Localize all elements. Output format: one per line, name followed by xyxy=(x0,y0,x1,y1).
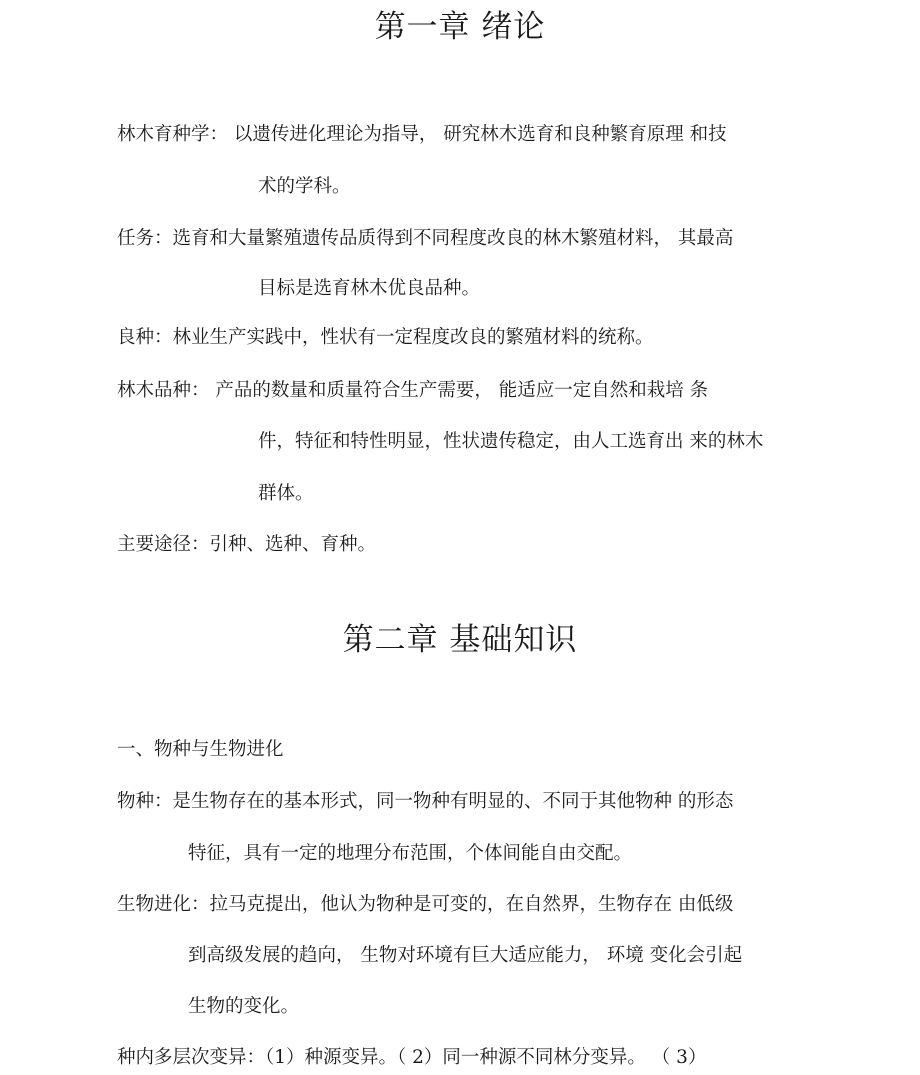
entry-forest-tree-breeding-line-2: 术的学科。 xyxy=(258,176,351,197)
entry-task-line-1: 任务：选育和大量繁殖遗传品质得到不同程度改良的林木繁殖材料， 其最高 xyxy=(117,228,734,249)
entry-task-line-2: 目标是选育林木优良品种。 xyxy=(258,278,481,299)
entry-evolution-line-2: 到高级发展的趋向， 生物对环境有巨大适应能力， 环境 变化会引起 xyxy=(188,945,743,966)
entry-species-line-1: 物种：是生物存在的基本形式，同一物种有明显的、不同于其他物种 的形态 xyxy=(117,791,734,812)
entry-forest-tree-breeding-line-1: 林木育种学： 以遗传进化理论为指导， 研究林木选育和良种繁育原理 和技 xyxy=(117,124,727,145)
entry-evolution-line-3: 生物的变化。 xyxy=(188,996,300,1017)
chapter-1-title: 第一章 绪论 xyxy=(374,9,546,45)
entry-species-line-2: 特征，具有一定的地理分布范围，个体间能自由交配。 xyxy=(188,843,633,864)
entry-tree-cultivar-line-2: 件，特征和特性明显，性状遗传稳定，由人工选育出 来的林木 xyxy=(258,431,764,452)
entry-main-approaches-line-1: 主要途径：引种、选种、育种。 xyxy=(117,534,377,555)
entry-tree-cultivar-line-3: 群体。 xyxy=(258,483,314,504)
section-heading: 一、物种与生物进化 xyxy=(117,739,284,760)
chapter-2-title: 第二章 基础知识 xyxy=(342,622,578,658)
entry-evolution-line-1: 生物进化：拉马克提出，他认为物种是可变的，在自然界，生物存在 由低级 xyxy=(117,894,734,915)
entry-improved-variety-line-1: 良种：林业生产实践中，性状有一定程度改良的繁殖材料的统称。 xyxy=(117,327,654,348)
entry-tree-cultivar-line-1: 林木品种： 产品的数量和质量符合生产需要， 能适应一定自然和栽培 条 xyxy=(117,380,709,401)
entry-intraspecific-variation-line-1: 种内多层次变异：（1）种源变异。（ 2）同一种源不同林分变异。 （ 3） xyxy=(117,1047,707,1068)
